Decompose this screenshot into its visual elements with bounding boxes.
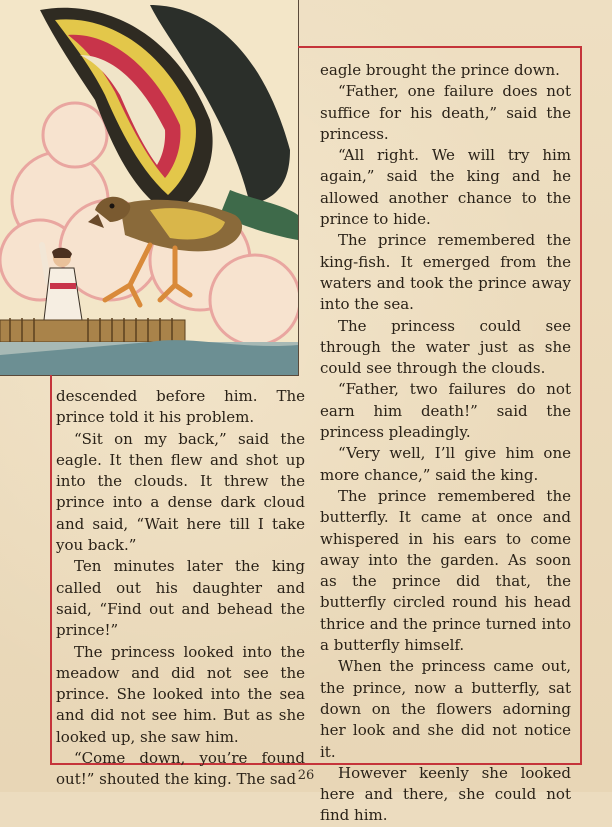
paragraph: “Sit on my back,” said the eagle. It then flew and shot up into the clouds. It threw the prince into a dense dark cloud and said, “Wait here till I take you back.” [56, 429, 305, 555]
paragraph: When the princess came out, the prince, now a butterfly, sat down on the flowers adorning her look and she did not notice it. [320, 657, 571, 761]
paragraph: eagle brought the prince down. [320, 61, 560, 79]
right-column [320, 60, 571, 827]
paragraph: descended before him. The prince told it his problem. [56, 387, 305, 427]
paragraph: “Father, one failure does not suffice for his death,” said the princess. [320, 82, 571, 143]
paragraph: “All right. We will try him again,” said the king and he allowed another chance to the prince to hide. [320, 146, 571, 229]
paragraph: “Very well, I’ll give him one more chance,” said the king. [320, 444, 571, 484]
paragraph: However keenly she looked here and there, she could not find him. [320, 763, 571, 825]
paragraph: The prince remembered the king-fish. It emerged from the waters and took the prince away into the sea. [320, 231, 571, 314]
border-line-top [298, 46, 581, 48]
paragraph: The princess could see through the water just as she could see through the clouds. [320, 316, 571, 378]
paragraph: The princess looked into the meadow and did not see the prince. She looked into the sea and did not see him. But as she looked up, she saw him. [56, 642, 305, 746]
left-column [56, 386, 305, 791]
border-line-right [580, 46, 582, 765]
paragraph: The prince remembered the butterfly. It came at once and whispered in his ears to come away into the garden. As soon as the prince did that, the butterfly circled round his head thrice and the prince turned into a butterfly himself. [320, 486, 571, 655]
paragraph: “Come down, you’re found out!” shouted the king. The sad [56, 749, 305, 789]
eagle-illustration-art [0, 0, 298, 375]
page-number: 26 [297, 768, 315, 783]
paragraph: Ten minutes later the king called out his daughter and said, “Find out and behead the prince!” [56, 557, 305, 640]
border-line-left [50, 375, 52, 765]
eagle-illustration [0, 0, 299, 376]
paragraph: “Father, two failures do not earn him death!” said the princess pleadingly. [320, 380, 571, 442]
